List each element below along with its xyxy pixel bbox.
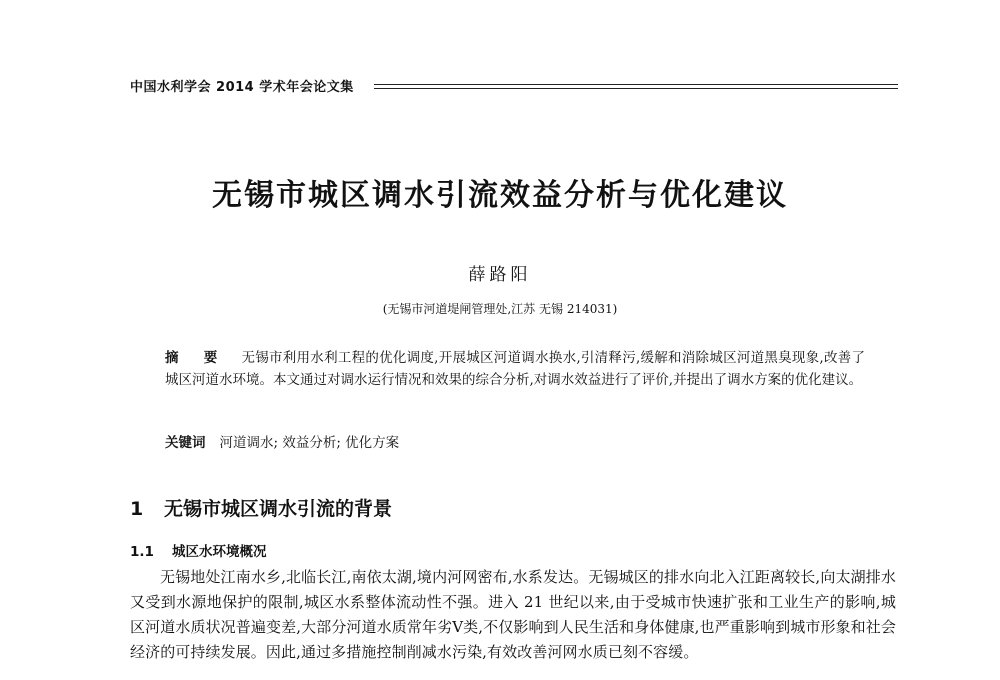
section-title: 无锡市城区调水引流的背景 xyxy=(164,498,393,520)
body-paragraph: 无锡地处江南水乡,北临长江,南依太湖,境内河网密布,水系发达。无锡城区的排水向北入江距离较长,向太湖排水又受到水源地保护的限制,城区水系整体流动性不强。进入 21 世纪以来,由于受城市快速扩张和工业生产的影响,城区河道水质状况普遍变差,大部分河道水质常年劣Ⅴ类,不仅影响到人民生活和身体健康,也严重影响到城市形象和社会经济的可持续发展。因此,通过多措施控制削减水污染,有效改善河网水质已刻不容缓。 xyxy=(130,568,896,661)
paper-title: 无锡市城区调水引流效益分析与优化建议 xyxy=(212,178,788,213)
running-header xyxy=(130,74,898,96)
subsection-title: 城区水环境概况 xyxy=(172,544,267,560)
section-number: 1 xyxy=(130,498,144,520)
section-heading-1 xyxy=(130,494,392,521)
subsection-heading-1-1 xyxy=(130,540,267,560)
keywords xyxy=(165,432,865,454)
paper-author: 薛路阳 xyxy=(468,265,532,285)
abstract-text: 无锡市利用水利工程的优化调度,开展城区河道调水换水,引清释污,缓解和消除城区河道黑臭现象,改善了城区河道水环境。本文通过对调水运行情况和效果的综合分析,对调水效益进行了评价,并提出了调水方案的优化建议。 xyxy=(165,350,866,388)
abstract-label: 摘 要 xyxy=(165,350,228,366)
header-double-rule xyxy=(374,84,898,89)
author-affiliation: (无锡市河道堤闸管理处,江苏 无锡 214031) xyxy=(382,302,618,316)
keywords-text: 河道调水; 效益分析; 优化方案 xyxy=(219,435,400,451)
abstract xyxy=(165,347,865,391)
subsection-number: 1.1 xyxy=(130,544,154,560)
running-title: 中国水利学会 2014 学术年会论文集 xyxy=(130,80,354,95)
keywords-label: 关键词 xyxy=(165,435,206,451)
